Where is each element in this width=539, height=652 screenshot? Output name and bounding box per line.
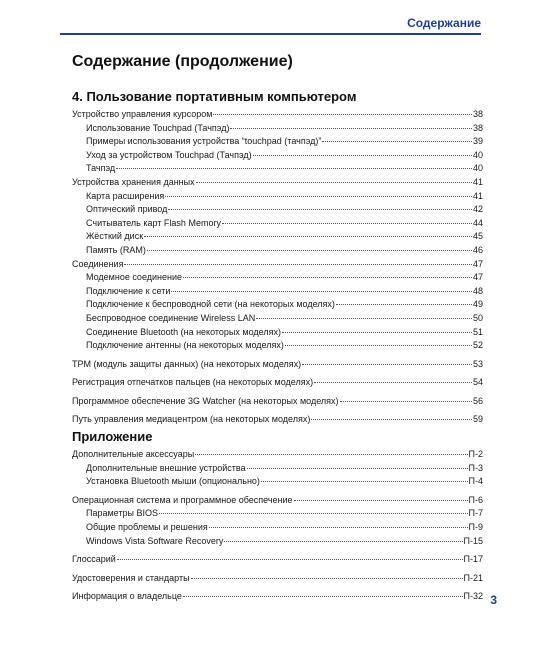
header-divider bbox=[60, 33, 481, 35]
toc-entry-page: 41 bbox=[472, 190, 483, 201]
toc-list-appendix bbox=[72, 448, 483, 604]
toc-entry-label: Установка Bluetooth мыши (опционально) bbox=[86, 476, 260, 487]
toc-entry[interactable] bbox=[72, 475, 483, 489]
toc-entry[interactable] bbox=[72, 358, 483, 372]
toc-entry[interactable] bbox=[72, 462, 483, 476]
toc-entry-label: Примеры использования устройства “touchpad (тачпэд)” bbox=[86, 136, 322, 147]
dot-leader bbox=[336, 304, 472, 305]
toc-entry-label: Устройства хранения данных bbox=[72, 176, 195, 187]
toc-entry[interactable] bbox=[72, 135, 483, 149]
toc-entry-label: Регистрация отпечатков пальцев (на некоторых моделях) bbox=[72, 377, 314, 388]
toc-entry[interactable] bbox=[72, 312, 483, 326]
toc-entry[interactable] bbox=[72, 553, 483, 567]
dot-leader bbox=[165, 196, 472, 197]
dot-leader bbox=[311, 419, 472, 420]
toc-entry[interactable] bbox=[72, 149, 483, 163]
dot-leader bbox=[196, 182, 472, 183]
toc-entry-label: Считыватель карт Flash Memory bbox=[86, 217, 221, 228]
toc-entry-page: 38 bbox=[472, 109, 483, 119]
toc-entry-label: Карта расширения bbox=[86, 190, 165, 201]
toc-entry-page: 42 bbox=[472, 204, 483, 215]
toc-entry-page: 56 bbox=[472, 395, 483, 406]
toc-entry-page: 47 bbox=[472, 272, 483, 283]
toc-entry[interactable] bbox=[72, 494, 483, 508]
toc-entry-page: 39 bbox=[472, 136, 483, 147]
toc-entry-page: 40 bbox=[472, 163, 483, 174]
toc-entry-page: 45 bbox=[472, 231, 483, 242]
toc-entry-page: 48 bbox=[472, 285, 483, 296]
toc-entry[interactable] bbox=[72, 271, 483, 285]
toc-entry-label: Общие проблемы и решения bbox=[86, 521, 208, 532]
toc-entry[interactable] bbox=[72, 535, 483, 549]
toc-entry[interactable] bbox=[72, 507, 483, 521]
toc-entry-page: П-32 bbox=[463, 591, 483, 602]
dot-leader bbox=[285, 345, 472, 346]
toc-entry-label: Дополнительные внешние устройства bbox=[86, 462, 246, 473]
toc-entry[interactable] bbox=[72, 376, 483, 390]
toc-entry-page: П-4 bbox=[468, 476, 483, 487]
toc-entry[interactable] bbox=[72, 244, 483, 258]
toc-entry-page: П-6 bbox=[468, 494, 483, 505]
toc-entry[interactable] bbox=[72, 413, 483, 427]
toc-entry[interactable] bbox=[72, 176, 483, 190]
dot-leader bbox=[222, 223, 472, 224]
dot-leader bbox=[322, 141, 472, 142]
toc-entry-label: Использование Touchpad (Тачпэд) bbox=[86, 122, 230, 133]
dot-leader bbox=[147, 250, 472, 251]
dot-leader bbox=[124, 264, 472, 265]
toc-entry-page: П-17 bbox=[463, 554, 483, 565]
toc-entry[interactable] bbox=[72, 298, 483, 312]
toc-entry-label: TPM (модуль защиты данных) (на некоторых моделях) bbox=[72, 358, 302, 369]
page-number: 3 bbox=[490, 593, 497, 607]
dot-leader bbox=[261, 481, 468, 482]
dot-leader bbox=[183, 277, 472, 278]
toc-entry-label: Соединение Bluetooth (на некоторых моделях) bbox=[86, 326, 281, 337]
toc-entry-label: Windows Vista Software Recovery bbox=[86, 535, 224, 546]
page-title: Содержание (продолжение) bbox=[72, 53, 293, 70]
dot-leader bbox=[117, 559, 463, 560]
toc-entry-label: Подключение к беспроводной сети (на некоторых моделях) bbox=[86, 299, 335, 310]
toc-list-main bbox=[72, 108, 483, 427]
dot-leader bbox=[282, 332, 472, 333]
toc-entry-label: Подключение антенны (на некоторых моделях) bbox=[86, 340, 284, 351]
dot-leader bbox=[191, 578, 463, 579]
toc-entry-page: 41 bbox=[472, 176, 483, 187]
toc-entry-page: 49 bbox=[472, 299, 483, 310]
toc-entry-page: П-9 bbox=[468, 521, 483, 532]
toc-entry-page: 46 bbox=[472, 244, 483, 255]
dot-leader bbox=[159, 513, 468, 514]
toc-entry-label: Дополнительные аксессуары bbox=[72, 449, 195, 459]
dot-leader bbox=[294, 500, 468, 501]
toc-entry[interactable] bbox=[72, 326, 483, 340]
dot-leader bbox=[116, 168, 472, 169]
dot-leader bbox=[314, 382, 472, 383]
toc-entry[interactable] bbox=[72, 122, 483, 136]
toc-entry-page: 40 bbox=[472, 149, 483, 160]
dot-leader bbox=[302, 364, 472, 365]
toc-entry-page: 54 bbox=[472, 377, 483, 388]
toc-entry-label: Жёсткий диск bbox=[86, 231, 144, 242]
toc-entry-label: Соединения bbox=[72, 258, 124, 269]
toc-entry-label: Тачпэд bbox=[86, 163, 116, 174]
dot-leader bbox=[247, 468, 468, 469]
toc-entry[interactable] bbox=[72, 230, 483, 244]
toc-entry-label: Параметры BIOS bbox=[86, 508, 158, 519]
toc-entry-label: Информация о владельце bbox=[72, 591, 182, 602]
toc-entry-label: Беспроводное соединение Wireless LAN bbox=[86, 312, 256, 323]
toc-entry-label: Память (RAM) bbox=[86, 244, 146, 255]
toc-entry-label: Удостоверения и стандарты bbox=[72, 572, 190, 583]
dot-leader bbox=[224, 541, 462, 542]
toc-entry[interactable] bbox=[72, 203, 483, 217]
dot-leader bbox=[213, 114, 472, 115]
dot-leader bbox=[168, 209, 472, 210]
toc-entry[interactable] bbox=[72, 217, 483, 231]
toc-entry-label: Устройство управления курсором bbox=[72, 109, 213, 119]
dot-leader bbox=[195, 454, 467, 455]
toc-entry-page: 44 bbox=[472, 217, 483, 228]
toc-entry-label: Подключение к сети bbox=[86, 285, 171, 296]
toc-entry-label: Уход за устройством Touchpad (Тачпэд) bbox=[86, 149, 252, 160]
running-header: Содержание bbox=[407, 16, 481, 30]
toc-entry-page: П-15 bbox=[463, 535, 483, 546]
dot-leader bbox=[230, 128, 472, 129]
toc-entry-page: П-2 bbox=[468, 449, 483, 459]
toc-entry-page: 52 bbox=[472, 340, 483, 351]
toc-entry-page: 51 bbox=[472, 326, 483, 337]
toc-entry-label: Программное обеспечение 3G Watcher (на некоторых моделях) bbox=[72, 395, 339, 406]
section-heading-main: 4. Пользование портативным компьютером bbox=[72, 89, 357, 104]
dot-leader bbox=[144, 236, 472, 237]
toc-entry[interactable] bbox=[72, 590, 483, 604]
toc-entry[interactable] bbox=[72, 190, 483, 204]
toc-entry[interactable] bbox=[72, 108, 483, 122]
toc-entry-label: Модемное соединение bbox=[86, 272, 183, 283]
toc-entry-label: Оптический привод bbox=[86, 204, 168, 215]
toc-entry[interactable] bbox=[72, 162, 483, 176]
toc-entry-page: 53 bbox=[472, 358, 483, 369]
toc-entry-page: 50 bbox=[472, 312, 483, 323]
toc-entry[interactable] bbox=[72, 258, 483, 272]
dot-leader bbox=[256, 318, 472, 319]
toc-entry-label: Путь управления медиацентром (на некоторых моделях) bbox=[72, 414, 311, 425]
toc-entry-page: 47 bbox=[472, 258, 483, 269]
toc-entry-page: П-21 bbox=[463, 572, 483, 583]
section-heading-appendix: Приложение bbox=[72, 429, 153, 444]
toc-entry[interactable] bbox=[72, 521, 483, 535]
toc-entry[interactable] bbox=[72, 285, 483, 299]
toc-entry-page: 38 bbox=[472, 122, 483, 133]
toc-entry-label: Операционная система и программное обеспечение bbox=[72, 494, 293, 505]
toc-entry-page: 59 bbox=[472, 414, 483, 425]
toc-entry[interactable] bbox=[72, 572, 483, 586]
toc-entry[interactable] bbox=[72, 448, 483, 462]
dot-leader bbox=[171, 291, 472, 292]
toc-entry[interactable] bbox=[72, 339, 483, 353]
toc-entry[interactable] bbox=[72, 395, 483, 409]
toc-entry-page: П-7 bbox=[468, 508, 483, 519]
dot-leader bbox=[253, 155, 472, 156]
dot-leader bbox=[340, 401, 472, 402]
toc-entry-label: Глоссарий bbox=[72, 554, 116, 565]
dot-leader bbox=[183, 596, 463, 597]
dot-leader bbox=[209, 527, 468, 528]
toc-entry-page: П-3 bbox=[468, 462, 483, 473]
